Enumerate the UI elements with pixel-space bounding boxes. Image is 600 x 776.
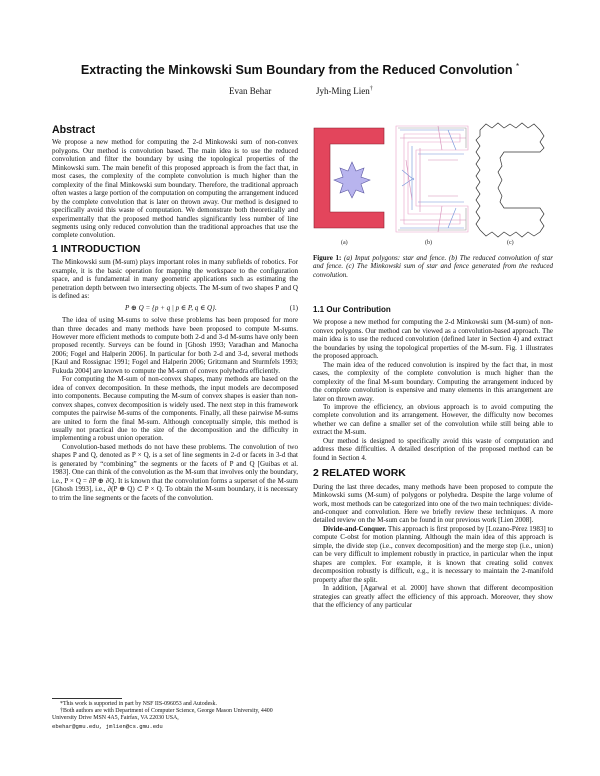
contribution-paragraph-2: The main idea of the reduced convolution is inspired by the fact that, in most cases, the complexity of the complete convolution is much higher than the complexity of the final M-sum boundary. Computing the arrangement induced by the complete convolution is expensive and many elements in this arrangement are later on thrown away. xyxy=(313,360,553,403)
intro-paragraph-2: The idea of using M-sums to solve these problems has been proposed for more than three decades and many methods have been proposed to compute M-sums. However more efficient methods to compute both 2-d and 3-d M-sums have only been proposed recently. Surveys can be found in [Ghosh 1993; Varadhan and Manocha 2006; Fogel and Halperin 2006]. In particular for both 2-d and 3-d, several methods [Kaul and Rossignac 1991; Fogel and Halperin 2006; Gritzmann and Sturmfels 1993; Fukuda 2004] are known to compute the M-sum of convex polyhedra efficiently. xyxy=(52,316,298,375)
intro-paragraph-1: The Minkowski sum (M-sum) plays important roles in many subfields of robotics. For example, it is the basic operation for mapping the workspace to the configuration space, and is fundamental in many geometric applications such as estimating the penetration depth between two intersecting objects. The M-sum of two shapes P and Q is defined as: xyxy=(52,258,298,301)
related-paragraph-1: During the last three decades, many methods have been proposed to compute the Minkowski sums (M-sum) of polygons or polyhedra. Despite the large volume of work, most methods can be categorized into one of the two main techniques: divide-and-conquer and convolution. Here we briefly review these techniques. A more detailed review on the M-sum can be found in our previous work [Lien 2008]. xyxy=(313,482,553,525)
abstract-text: We propose a new method for computing the 2-d Minkowski sum of non-convex polygons. Our method is convolution based. The main idea is to use the reduced convolution and filter the boundary by using the topological properties of the Minkowski sum. The main benefit of this proposed approach is from the fact that, in most cases, the complexity of the complete convolution is much higher than the complexity of the final Minkowski sum boundary. Therefore, the traditional approach often wastes a large portion of the computation on computing the arrangement induced by the complete convolution that is later on thrown away. Our method is designed to specifically avoid this waste of computation. We demonstrate both theoretically and experimentally that the proposed method handles significantly less number of line segments using only reduced convolution than the traditional approaches that use the complete convolution. xyxy=(52,138,298,240)
star-polygon xyxy=(334,162,370,198)
contribution-paragraph-3: To improve the efficiency, an obvious approach is to avoid computing the complete convolution and its arrangement. However, the difficulty now becomes whether we can define a smaller set of the convolution while still being able to extract the M-sum. xyxy=(313,402,553,437)
footnotes xyxy=(52,698,298,730)
related-work-heading: 2 RELATED WORK xyxy=(313,468,406,480)
abstract-heading: Abstract xyxy=(52,124,95,136)
left-column xyxy=(52,126,298,502)
equation-body: P ⊕ Q = {p + q | p ∈ P, q ∈ Q}. xyxy=(125,303,217,312)
paper-title: Extracting the Minkowski Sum Boundary from the Reduced Convolution * xyxy=(80,62,520,78)
footnote-rule xyxy=(52,698,122,699)
footnote-emails: ebehar@gmu.edu, jmlien@cs.gmu.edu xyxy=(52,722,163,730)
figure-label-b: (b) xyxy=(425,240,432,246)
intro-paragraph-4: Convolution-based methods do not have these problems. The convolution of two shapes P and Q, denoted as P × Q, is a set of line segments in 2-d or facets in 3-d that is generated by “combining” the segments or the facets of P and Q [Guibas et al. 1983]. One can think of the convolution as the M-sum that involves only the boundary, i.e., P × Q = ∂P ⊕ ∂Q. It is known that the convolution forms a superset of the M-sum [Ghosh 1993], i.e., ∂(P ⊕ Q) ⊂ P × Q. To obtain the M-sum boundary, it is necessary to trim the line segments or the facets of the convolution. xyxy=(52,442,298,502)
intro-paragraph-3: For computing the M-sum of non-convex shapes, many methods are based on the idea of convex decomposition. In these methods, the input models are decomposed into components. Because computing the M-sum of convex shapes is easier than non-convex shapes, convex decomposition is widely used. The next step in this framework computes the pairwise M-sums of the components. Finally, all these pairwise M-sums are united to form the final M-sum. Although conceptually simple, this method is usually not practical due to the size of the decomposition and the difficulty in implementing a robust union operation. xyxy=(52,375,298,443)
contribution-paragraph-1: We propose a new method for computing the 2-d Minkowski sum (M-sum) of non-convex polygons. Our method can be viewed as a convolution-based approach. The main idea is to use the reduced convolution (defined later in Section 4) and extract the boundaries by using the topological properties of the M-sum. Fig. 1 illustrates the proposed approach. xyxy=(313,318,553,361)
author-2: Jyh-Ming Lien† xyxy=(316,86,373,96)
convolution-blue-lines xyxy=(400,130,464,228)
minkowski-sum-outline xyxy=(476,123,544,237)
divide-conquer-lead: Divide-and-Conquer. xyxy=(323,524,387,533)
figure-panel-c xyxy=(476,123,544,246)
contribution-paragraph-4: Our method is designed to specifically avoid this waste of computation and address these difficulties. A detailed description of the proposed method can be found in Section 4. xyxy=(313,436,553,462)
figure-label-c: (c) xyxy=(507,240,514,246)
figure-label-a: (a) xyxy=(341,240,348,246)
right-column xyxy=(313,306,553,609)
author-1: Evan Behar xyxy=(229,86,272,96)
figure-panel-b xyxy=(396,126,468,246)
figure-caption: Figure 1: (a) Input polygons: star and fence. (b) The reduced convolution of star and fence. (c) The Minkowski sum of star and fence generated from the reduced convolution. xyxy=(313,254,553,279)
footnote-funding: *This work is supported in part by NSF IIS-096053 and Autodesk. xyxy=(60,701,217,707)
figure-panel-a xyxy=(314,128,384,246)
related-paragraph-2: Divide-and-Conquer. This approach is first proposed by [Lozano-Pérez 1983] to compute C-obst for motion planning. Although the main idea of this approach is simple, the divide step (i.e., convex decomposition) and the merge step (i.e., union) can be very difficult to implement robustly in practice, in particular when the input shapes are complex. For example, it is known that creating solid convex decomposition robustly is difficult, e.g., it is necessary to maintain the 2-manifold property after the split. xyxy=(313,524,553,584)
related-paragraph-3: In addition, [Agarwal et al. 2000] have shown that different decomposition strategies can greatly affect the efficiency of this approach. Moreover, they show that the efficiency of any particular xyxy=(313,584,553,609)
figure-1 xyxy=(308,120,554,250)
introduction-heading: 1 INTRODUCTION xyxy=(52,243,141,255)
equation-number: (1) xyxy=(289,303,298,312)
footnote-affiliation: †Both authors are with Department of Computer Science, George Mason University, 4400 University Drive MSN 4A5, Fairfax, VA 22030 USA, xyxy=(52,708,273,722)
equation-1 xyxy=(52,304,298,312)
contribution-heading: 1.1 Our Contribution xyxy=(313,305,391,314)
